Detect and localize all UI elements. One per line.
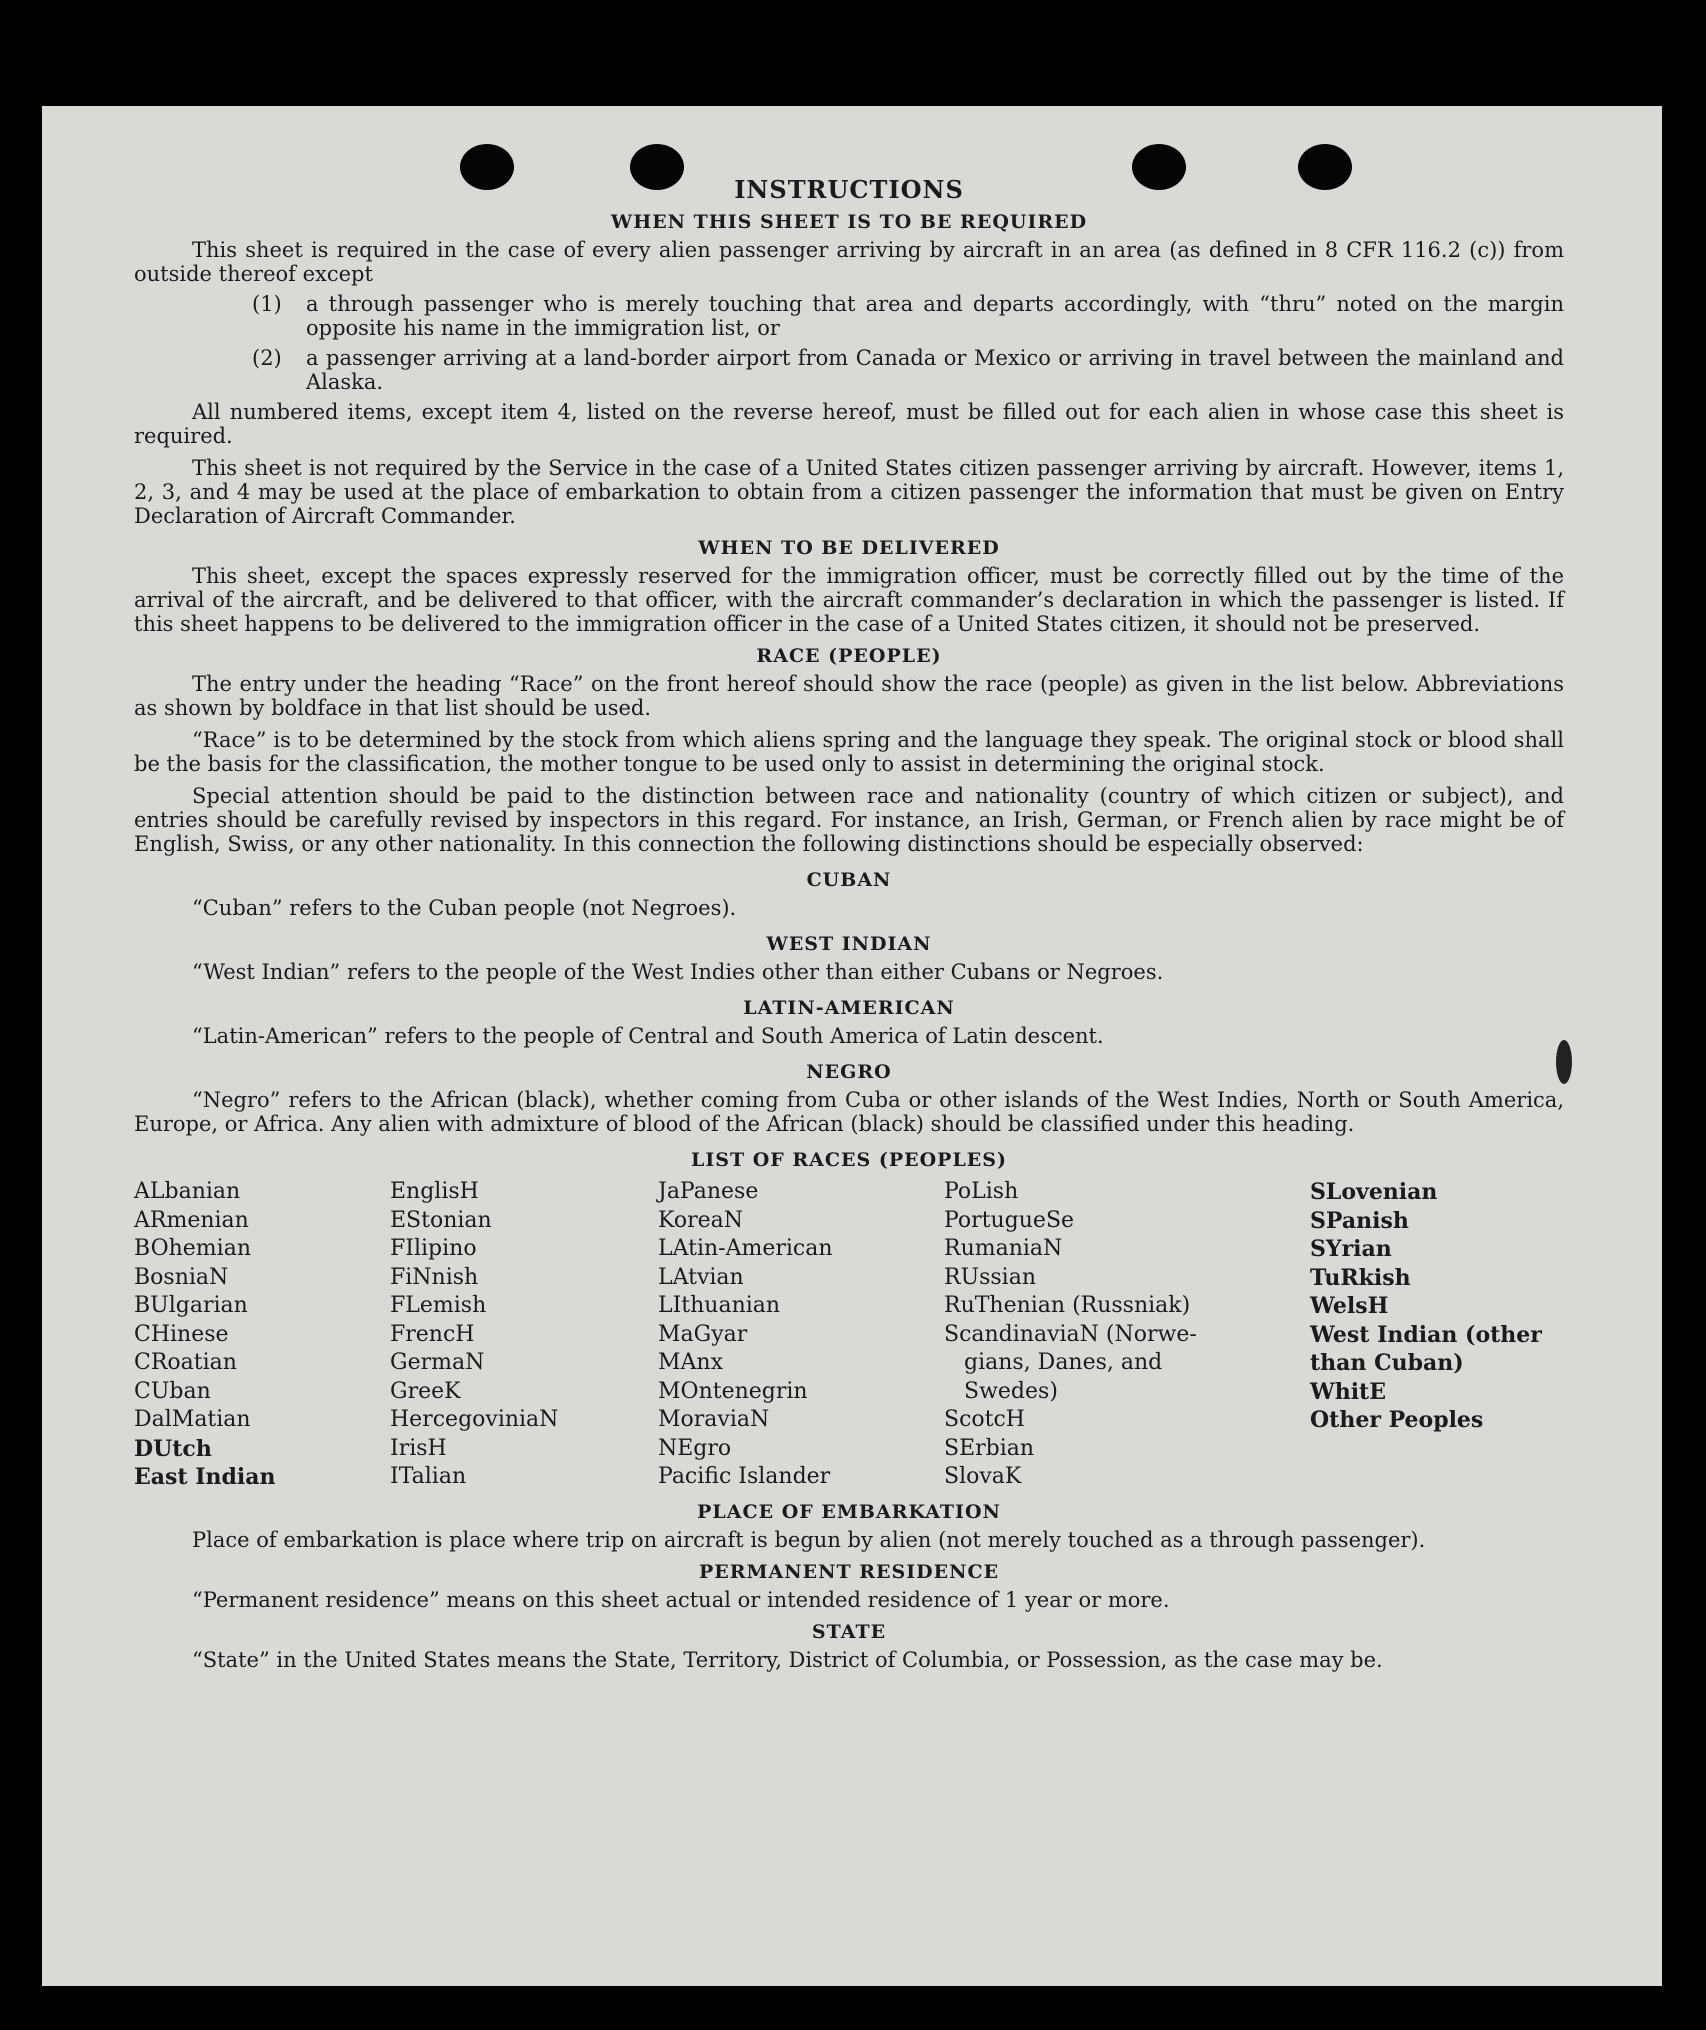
- section-heading: LIST OF RACES (PEOPLES): [691, 1149, 1007, 1171]
- definition: “Cuban” refers to the Cuban people (not Negroes).: [192, 896, 737, 920]
- item-number: (1): [252, 292, 282, 316]
- instructions-text: [134, 166, 1564, 1676]
- paragraph: Place of embarkation is place where trip on aircraft is begun by alien (not merely touched as a through passenger).: [192, 1527, 1426, 1552]
- race-item: WelsH: [1310, 1293, 1389, 1319]
- race-item: FIlipino: [390, 1236, 477, 1261]
- section-heading: CUBAN: [806, 869, 892, 891]
- race-item: ScandinaviaN (Norwe-: [944, 1321, 1197, 1347]
- race-item: GreeK: [390, 1378, 461, 1404]
- race-item: ITalian: [390, 1464, 467, 1489]
- races-column: [390, 1178, 658, 1492]
- races-column: [134, 1178, 390, 1492]
- document-page: [42, 106, 1662, 1986]
- section-heading: NEGRO: [806, 1061, 892, 1083]
- race-item: TuRkish: [1310, 1264, 1411, 1291]
- list-item: [252, 292, 1564, 340]
- race-item: RumaniaN: [944, 1236, 1063, 1261]
- race-item: than Cuban): [1310, 1350, 1464, 1376]
- race-item: LAtin-American: [658, 1236, 833, 1261]
- definition: “West Indian” refers to the people of the West Indies other than either Cubans or Negroes.: [192, 960, 1164, 984]
- definition: “Latin-American” refers to the people of Central and South America of Latin descent.: [192, 1024, 1104, 1048]
- race-item: ALbanian: [134, 1179, 241, 1204]
- races-column: [1310, 1178, 1564, 1492]
- paragraph: All numbered items, except item 4, listed on the reverse hereof, must be filled out for each alien in whose case this sheet is required.: [134, 400, 1564, 448]
- race-item: SErbian: [944, 1435, 1035, 1461]
- race-item: IrisH: [390, 1435, 447, 1461]
- item-number: (2): [252, 346, 282, 370]
- paragraph: This sheet is not required by the Service in the case of a United States citizen passenger arriving by aircraft. However, items 1, 2, 3, and 4 may be used at the place of embarkation to obtain from a citizen passenger the information that must be given on Entry Declaration of Aircraft Commander.: [134, 456, 1564, 528]
- race-item: KoreaN: [658, 1207, 743, 1233]
- section-heading: PLACE OF EMBARKATION: [697, 1500, 1001, 1523]
- races-list: [134, 1178, 1564, 1492]
- race-item: SlovaK: [944, 1464, 1022, 1489]
- race-item: JaPanese: [658, 1179, 759, 1204]
- section-heading: WHEN THIS SHEET IS TO BE REQUIRED: [610, 211, 1088, 233]
- race-item: WhitE: [1310, 1378, 1386, 1405]
- race-item: EnglisH: [390, 1179, 479, 1204]
- paragraph: “Permanent residence” means on this sheet actual or intended residence of 1 year or more.: [192, 1587, 1170, 1612]
- section-heading: WEST INDIAN: [766, 933, 932, 955]
- race-item: NEgro: [658, 1435, 732, 1461]
- race-item: ARmenian: [134, 1207, 249, 1233]
- race-item: LAtvian: [658, 1264, 744, 1290]
- race-item: BosniaN: [134, 1264, 229, 1290]
- race-item: SYrian: [1310, 1236, 1392, 1262]
- race-item: FrencH: [390, 1321, 475, 1347]
- race-item: gians, Danes, and: [964, 1350, 1163, 1375]
- race-item: BUlgarian: [134, 1293, 248, 1318]
- item-text: a through passenger who is merely touching that area and departs accordingly, with “thru” noted on the margin opposite his name in the immigration list, or: [306, 292, 1564, 340]
- race-item: EStonian: [390, 1207, 492, 1233]
- race-item: LIthuanian: [658, 1293, 781, 1318]
- section-heading: LATIN-AMERICAN: [743, 997, 955, 1019]
- race-item: PortugueSe: [944, 1207, 1075, 1233]
- races-column: [658, 1178, 944, 1492]
- race-item: MaGyar: [658, 1321, 748, 1347]
- race-item: SLovenian: [1310, 1179, 1438, 1205]
- list-item: [252, 346, 1564, 394]
- race-item: CHinese: [134, 1321, 229, 1347]
- races-column: [944, 1178, 1310, 1492]
- race-item: RuThenian (Russniak): [944, 1293, 1191, 1318]
- paragraph: This sheet is required in the case of every alien passenger arriving by aircraft in an area (as defined in 8 CFR 116.2 (c)) from outside thereof except: [134, 238, 1564, 286]
- race-item: East Indian: [134, 1464, 276, 1490]
- section-heading: RACE (PEOPLE): [756, 645, 942, 667]
- race-item: SPanish: [1310, 1207, 1409, 1234]
- race-item: FiNnish: [390, 1264, 479, 1290]
- race-item: Other Peoples: [1310, 1407, 1484, 1433]
- race-item: GermaN: [390, 1350, 485, 1375]
- section-heading: WHEN TO BE DELIVERED: [698, 537, 1000, 559]
- race-item: MoraviaN: [658, 1407, 770, 1432]
- race-item: West Indian (other: [1310, 1321, 1542, 1348]
- race-item: MAnx: [658, 1350, 723, 1375]
- paragraph: Special attention should be paid to the distinction between race and nationality (country of which citizen or subject), and entries should be carefully revised by inspectors in this regard. For instance, an Irish, German, or French alien by race might be of English, Swiss, or any other nationality. In this connection the following distinctions should be especially observed:: [134, 784, 1564, 856]
- race-item: CRoatian: [134, 1350, 237, 1375]
- race-item: BOhemian: [134, 1236, 251, 1261]
- paragraph: “Race” is to be determined by the stock from which aliens spring and the language they speak. The original stock or blood shall be the basis for the classification, the mother tongue to be used only to assist in determining the original stock.: [134, 728, 1564, 776]
- paragraph: This sheet, except the spaces expressly reserved for the immigration officer, must be correctly filled out by the time of the arrival of the aircraft, and be delivered to that officer, with the aircraft commander’s declaration in which the passenger is listed. If this sheet happens to be delivered to the immigration officer in the case of a United States citizen, it should not be preserved.: [134, 564, 1564, 636]
- race-item: RUssian: [944, 1264, 1037, 1290]
- paragraph: “Negro” refers to the African (black), whether coming from Cuba or other islands of the West Indies, North or South America, Europe, or Africa. Any alien with admixture of blood of the African (black) should be classified under this heading.: [134, 1088, 1564, 1136]
- race-item: Swedes): [964, 1378, 1058, 1404]
- paragraph: “State” in the United States means the State, Territory, District of Columbia, or Possession, as the case may be.: [192, 1647, 1383, 1672]
- race-item: HercegoviniaN: [390, 1407, 559, 1432]
- race-item: MOntenegrin: [658, 1378, 808, 1404]
- race-item: ScotcH: [944, 1407, 1025, 1432]
- paragraph: The entry under the heading “Race” on the front hereof should show the race (people) as given in the list below. Abbreviations as shown by boldface in that list should be used.: [134, 672, 1564, 720]
- section-heading: PERMANENT RESIDENCE: [698, 1560, 1000, 1583]
- race-item: PoLish: [944, 1179, 1019, 1204]
- race-item: CUban: [134, 1378, 211, 1404]
- race-item: Pacific Islander: [658, 1464, 831, 1489]
- item-text: a passenger arriving at a land-border airport from Canada or Mexico or arriving in travel between the mainland and Alaska.: [306, 346, 1564, 394]
- page-title: INSTRUCTIONS: [734, 175, 964, 204]
- race-item: DUtch: [134, 1435, 212, 1462]
- race-item: DalMatian: [134, 1407, 251, 1432]
- race-item: FLemish: [390, 1293, 487, 1318]
- section-heading: STATE: [811, 1620, 887, 1643]
